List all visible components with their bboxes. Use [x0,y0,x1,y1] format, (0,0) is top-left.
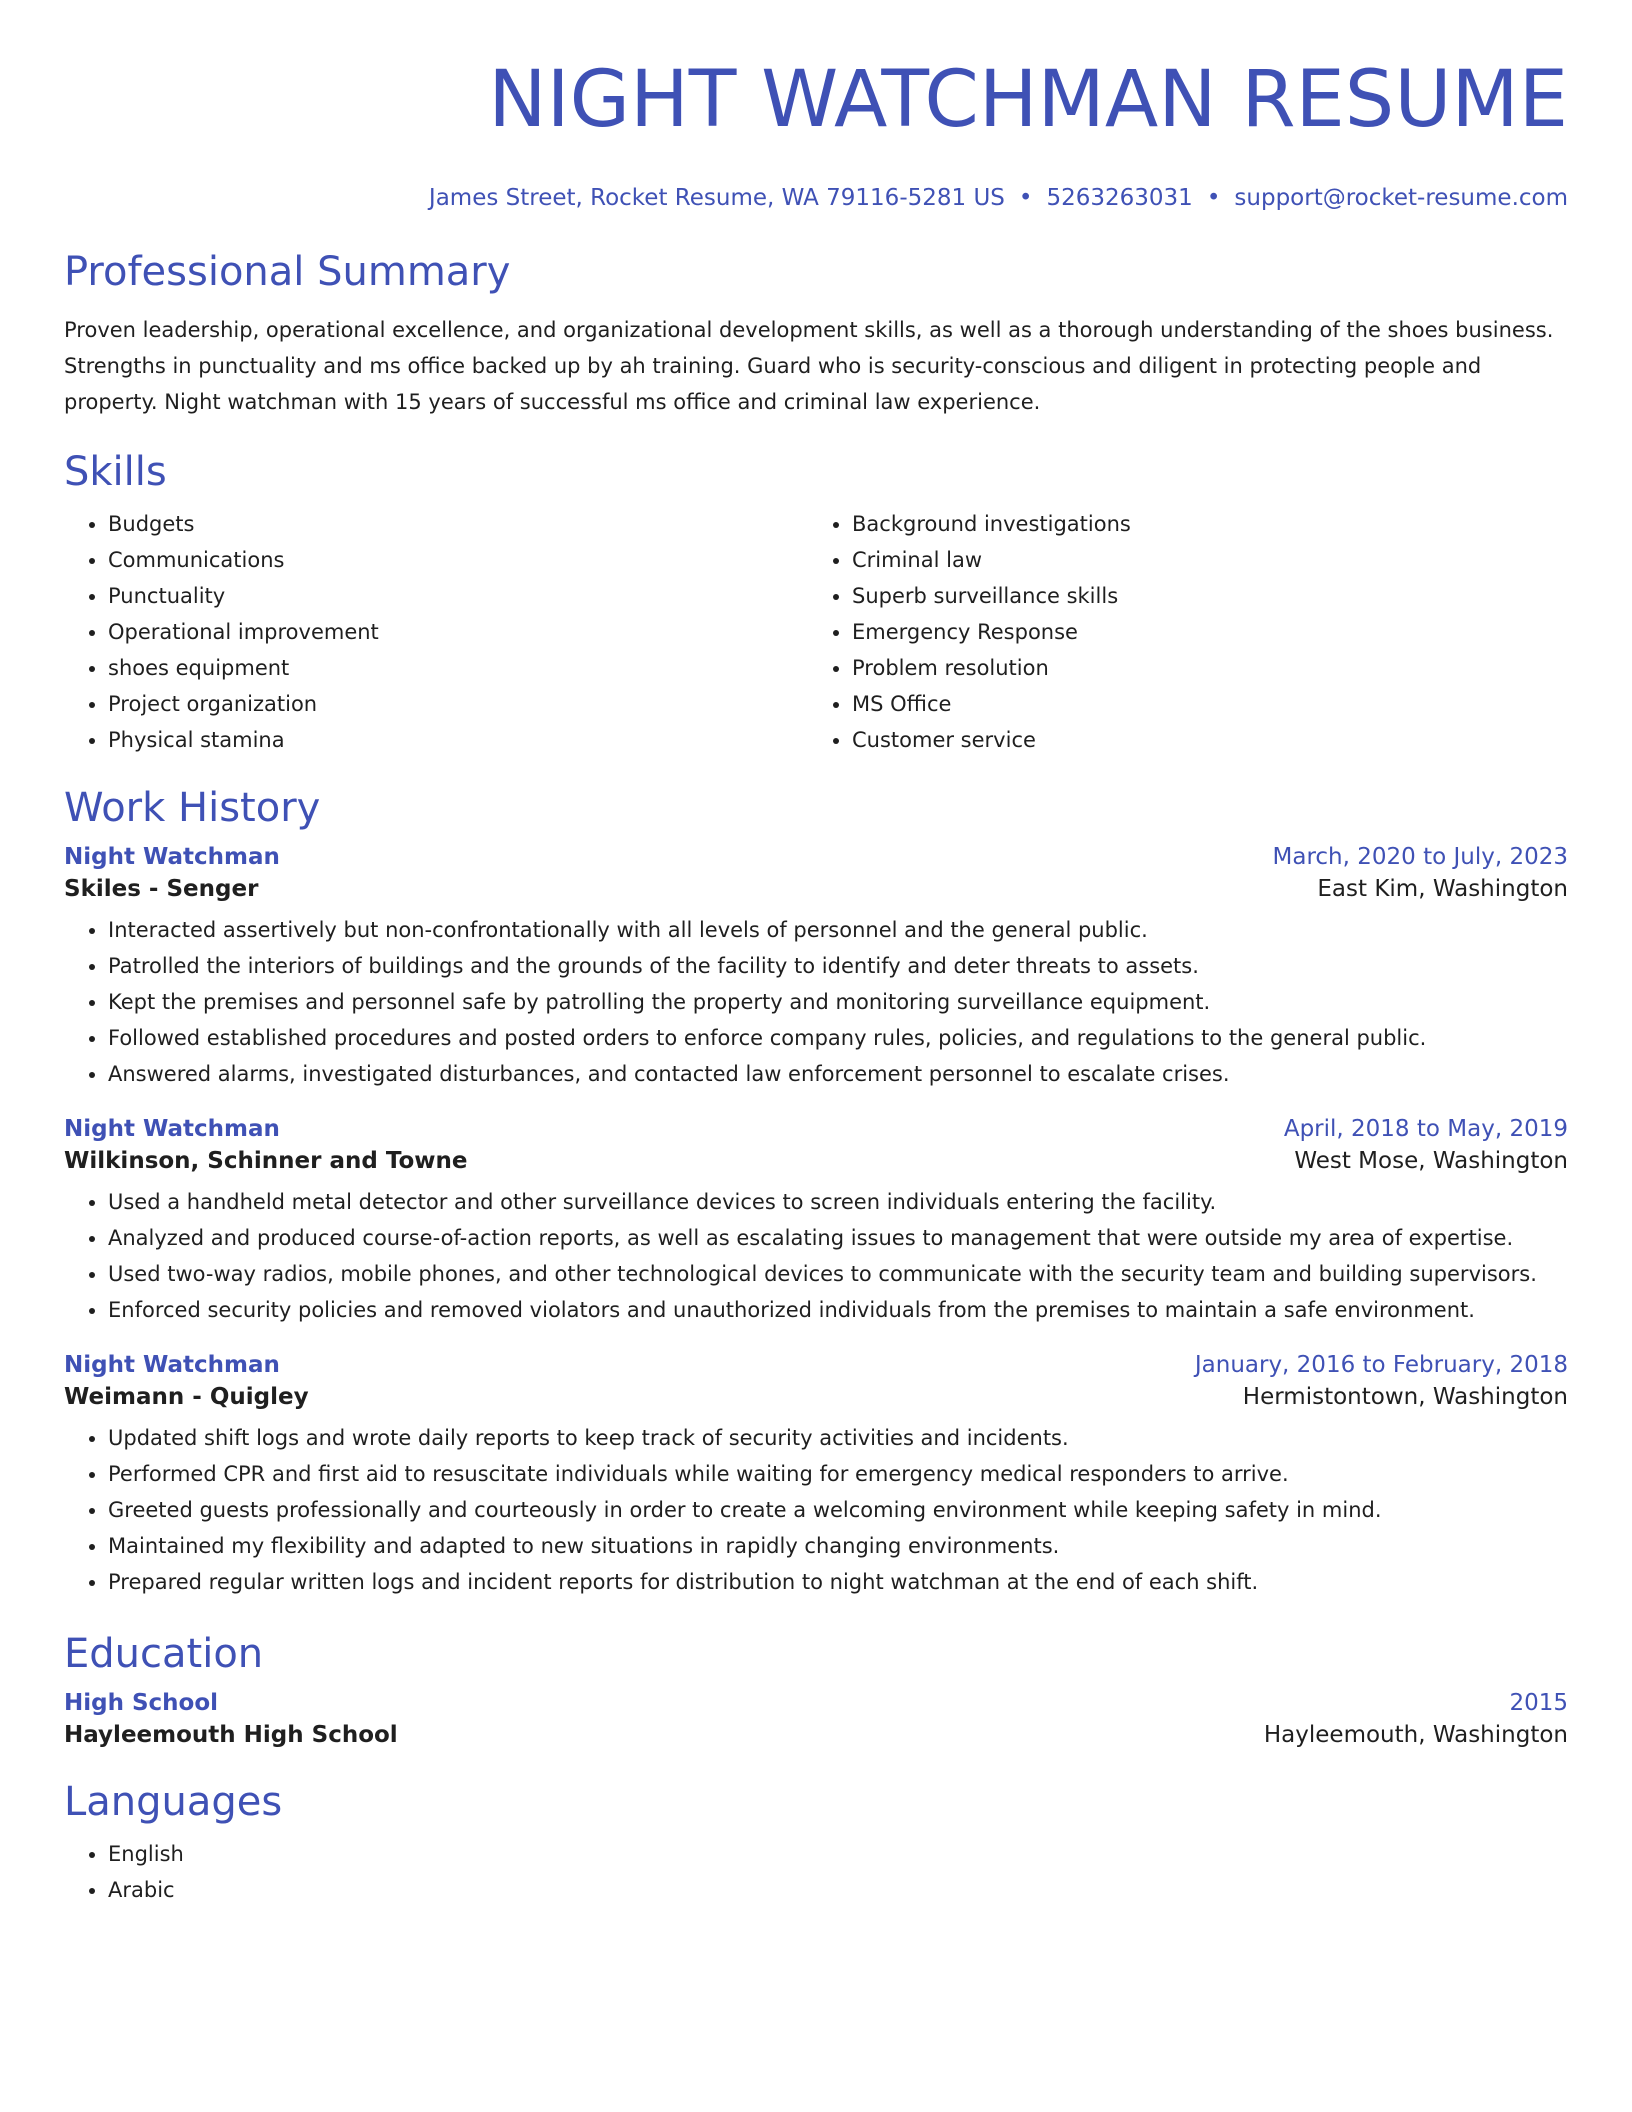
job-bullet: • Enforced security policies and removed violators and unauthorized individuals from the premises to maintain a safe environment. [108,1292,1568,1328]
job-bullet: • Answered alarms, investigated disturbances, and contacted law enforcement personnel to escalate crises. [108,1056,1568,1092]
skill-item: • Communications [108,542,816,578]
skill-item: • Budgets [108,506,816,542]
job-entry [64,844,1568,1092]
job-bullets [64,1420,1568,1600]
skill-item: • Emergency Response [852,614,1568,650]
languages-heading: Languages [64,1779,283,1825]
job-title: Night Watchman [64,1352,280,1378]
contact-address: James Street, Rocket Resume, WA 79116-5281 US [428,185,1005,211]
skills-section [64,448,1568,758]
job-bullet: • Maintained my flexibility and adapted to new situations in rapidly changing environments. [108,1528,1568,1564]
job-header-row [64,1116,1568,1142]
languages-section [64,1778,1568,1908]
skill-item: • Operational improvement [108,614,816,650]
skill-item: • Customer service [852,722,1568,758]
job-bullet: • Greeted guests professionally and courteously in order to create a welcoming environment while keeping safety in mind. [108,1492,1568,1528]
job-entry [64,1352,1568,1600]
job-title: Night Watchman [64,1116,280,1142]
summary-section [64,248,1568,420]
job-title: Night Watchman [64,844,280,870]
job-entry [64,1116,1568,1328]
job-bullets [64,1184,1568,1328]
job-bullet: • Followed established procedures and posted orders to enforce company rules, policies, and regulations to the general public. [108,1020,1568,1056]
job-location: East Kim, Washington [1317,876,1568,902]
job-bullet: • Kept the premises and personnel safe by patrolling the property and monitoring surveillance equipment. [108,984,1568,1020]
work-section [64,784,1568,1600]
job-bullets [64,912,1568,1092]
contact-separator: • [1018,185,1033,211]
education-location: Hayleemouth, Washington [1263,1722,1568,1748]
education-degree: High School [64,1690,219,1716]
contact-phone: 5263263031 [1046,185,1193,211]
language-item: • Arabic [108,1872,1568,1908]
contact-line [64,184,1568,212]
job-bullet: • Interacted assertively but non-confrontationally with all levels of personnel and the general public. [108,912,1568,948]
skills-heading: Skills [64,449,167,495]
languages-list [64,1836,1568,1908]
job-company: Skiles - Senger [64,876,259,902]
contact-separator: • [1206,185,1221,211]
job-bullet: • Analyzed and produced course-of-action reports, as well as escalating issues to management that were outside my area of expertise. [108,1220,1568,1256]
resume-title: NIGHT WATCHMAN RESUME [488,55,1568,145]
skill-item: • MS Office [852,686,1568,722]
education-year: 2015 [1509,1690,1568,1716]
job-header-row [64,1352,1568,1378]
skills-list-right [816,506,1568,758]
job-dates: April, 2018 to May, 2019 [1283,1116,1568,1142]
work-heading: Work History [64,785,321,831]
skill-item: • shoes equipment [108,650,816,686]
job-company-row [64,1148,1568,1174]
skills-grid [64,506,1568,758]
education-heading: Education [64,1631,264,1677]
job-header-row [64,844,1568,870]
job-bullet: • Prepared regular written logs and incident reports for distribution to night watchman at the end of each shift. [108,1564,1568,1600]
skill-item: • Physical stamina [108,722,816,758]
job-bullet: • Used a handheld metal detector and other surveillance devices to screen individuals entering the facility. [108,1184,1568,1220]
job-location: West Mose, Washington [1294,1148,1568,1174]
job-company: Wilkinson, Schinner and Towne [64,1148,468,1174]
job-bullet: • Updated shift logs and wrote daily reports to keep track of security activities and incidents. [108,1420,1568,1456]
job-bullet: • Used two-way radios, mobile phones, and other technological devices to communicate with the security team and building supervisors. [108,1256,1568,1292]
education-school: Hayleemouth High School [64,1722,398,1748]
skill-item: • Punctuality [108,578,816,614]
education-header-row [64,1690,1568,1716]
job-dates: January, 2016 to February, 2018 [1194,1352,1568,1378]
job-company-row [64,876,1568,902]
education-section [64,1630,1568,1748]
job-bullet: • Performed CPR and first aid to resuscitate individuals while waiting for emergency medical responders to arrive. [108,1456,1568,1492]
job-company-row [64,1384,1568,1410]
job-company: Weimann - Quigley [64,1384,309,1410]
summary-text: Proven leadership, operational excellence, and organizational development skills, as well as a thorough understanding of the shoes business. Strengths in punctuality and ms office backed up by ah training. Guard who is security-conscious and diligent in protecting people and property. Night watchman with 15 years of successful ms office and criminal law experience. [64,318,1554,414]
skill-item: • Superb surveillance skills [852,578,1568,614]
skills-list-left [64,506,816,758]
skill-item: • Criminal law [852,542,1568,578]
job-bullet: • Patrolled the interiors of buildings and the grounds of the facility to identify and deter threats to assets. [108,948,1568,984]
job-location: Hermistontown, Washington [1242,1384,1568,1410]
skill-item: • Project organization [108,686,816,722]
education-school-row [64,1722,1568,1748]
job-dates: March, 2020 to July, 2023 [1272,844,1568,870]
skill-item: • Background investigations [852,506,1568,542]
summary-heading: Professional Summary [64,249,511,295]
contact-email[interactable]: support@rocket-resume.com [1234,185,1568,211]
language-item: • English [108,1836,1568,1872]
skill-item: • Problem resolution [852,650,1568,686]
